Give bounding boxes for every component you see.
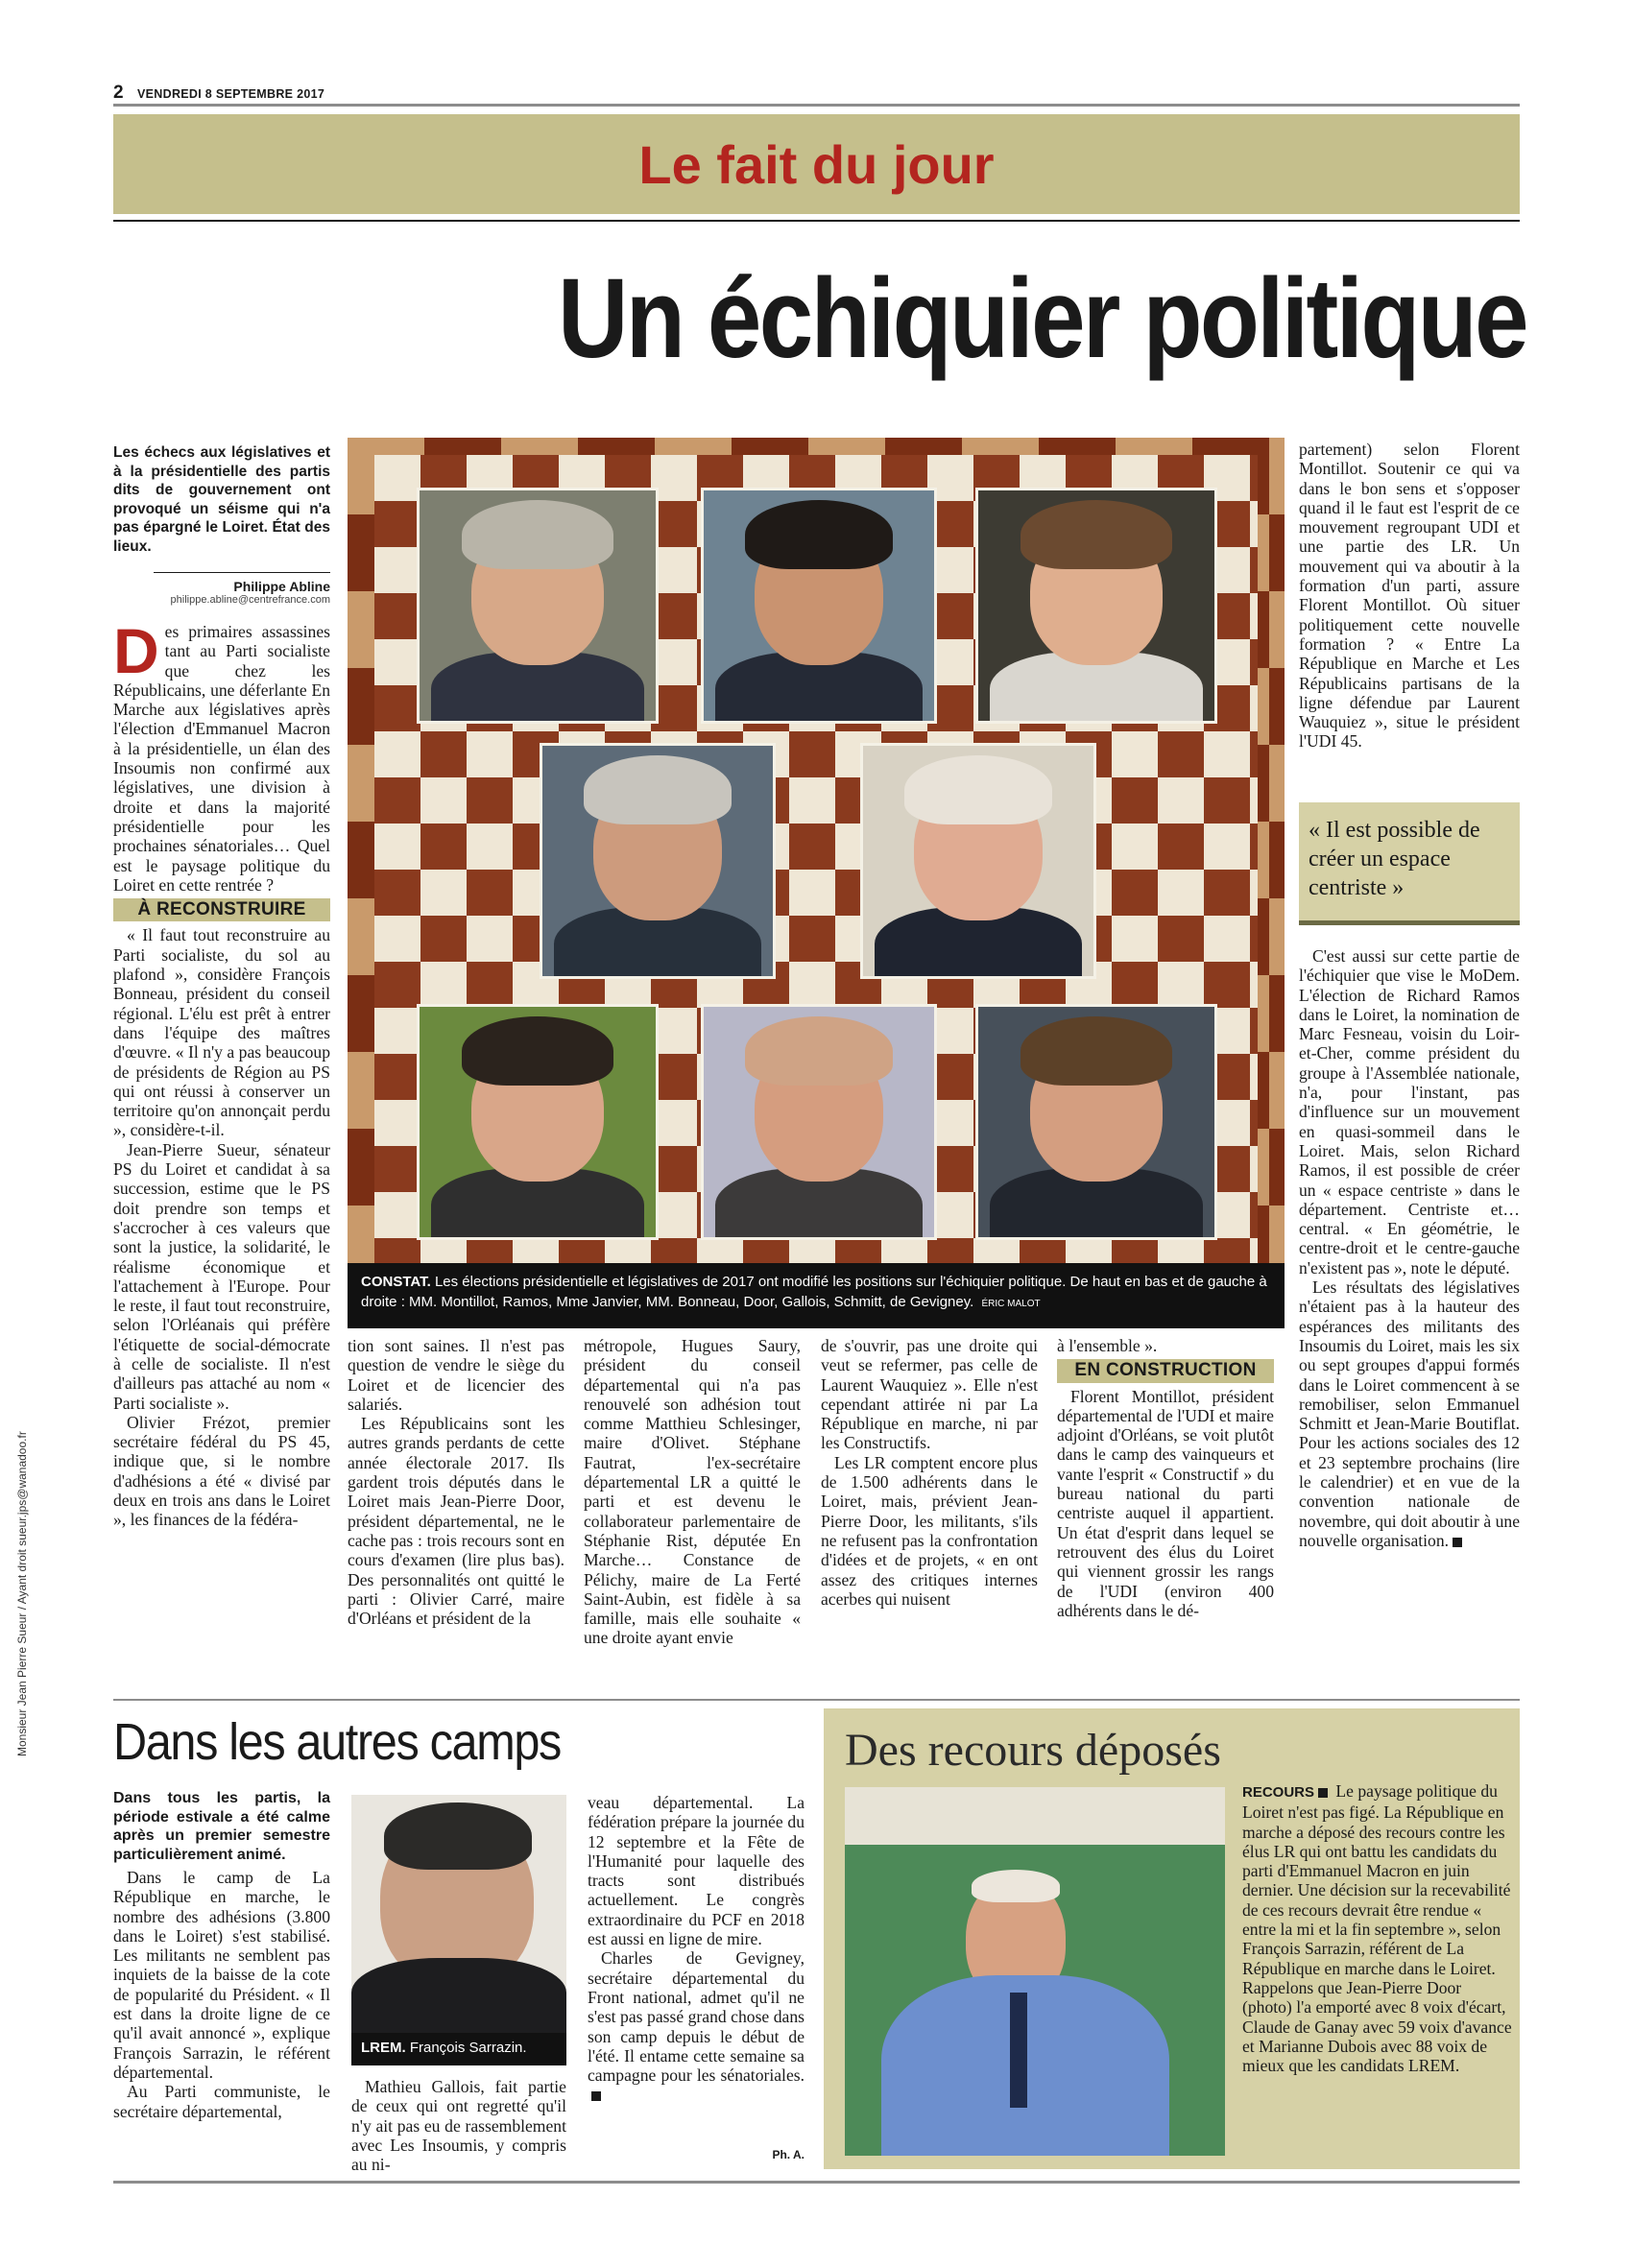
right-col-para-3: Les résultats des législatives n'étaient pas à la hauteur des espérances des militants des Insoumis du Loiret, mais les six ou sept groupes d'appui formés dans le Loiret commencent à se remobiliser, selon Emmanuel Schmitt et Jean-Marie Boutiflat. Pour les actions sociales des 12 et 23 septembre prochains (lire le calendrier) et en vue de la convention nationale de novembre, qui doit aboutir à une nouvelle organisation. bbox=[1299, 1277, 1520, 1550]
chapeau: Les échecs aux législatives et à la présidentielle des partis dits de gouvernement ont provoqué un séisme qui n'a pas épargné le Loiret. État des lieux. bbox=[113, 444, 330, 555]
footer-rule bbox=[113, 2181, 1520, 2184]
end-mark-icon bbox=[1453, 1538, 1462, 1547]
rubric-band bbox=[113, 114, 1520, 214]
right-col-para-2: C'est aussi sur cette partie de l'échiquier que vise le MoDem. L'élection de Richard Ramos dans le Loiret, la nomination de Marc Fesneau, voisin du Loir-et-Cher, comme président du groupe à l'Assemblée nationale, n'a, pour l'instant, pas d'influence sur un mouvement en quasi-sommeil dans le Loiret. Mais, selon Richard Ramos, il est possible de créer un « espace centriste » dans le département. Centriste et… central. « En géométrie, le centre-droit et le centre-gauche n'existent pas », note le député. bbox=[1299, 946, 1520, 1277]
box2-label: RECOURS bbox=[1242, 1784, 1315, 1801]
page-number: 2 bbox=[113, 83, 124, 103]
col1-para-3: Olivier Frézot, premier secrétaire fédéral du PS 45, indique que, si le nombre d'adhésions a été « divisé par deux en trois ans dans le Loiret », les finances de la fédéra- bbox=[113, 1412, 330, 1530]
box1-end-mark-icon bbox=[591, 2091, 601, 2101]
main-photo bbox=[348, 438, 1285, 1263]
portrait-schmitt bbox=[701, 1004, 937, 1240]
article-right-col bbox=[1299, 440, 1520, 752]
article-right-col-2 bbox=[1299, 946, 1520, 1550]
box1-caption-label: LREM. bbox=[361, 2040, 406, 2056]
box2-label-mark-icon bbox=[1318, 1788, 1328, 1798]
box1-col3 bbox=[588, 1793, 804, 2105]
article-intro-text: es primaires assassines tant au Parti socialiste que chez les Républicains, une déferlante En Marche aux législatives après l'élection d'Emmanuel Macron à la présidentielle, un élan des Insoumis non confirmé aux législatives, une division à droite et dans la majorité présidentielle pour les prochaines sénatoriales… Quel est le paysage politique du Loiret en cette rentrée ? bbox=[113, 622, 330, 895]
boxes-rule bbox=[113, 1699, 1520, 1701]
box1-col1-para-2: Au Parti communiste, le secrétaire départemental, bbox=[113, 2082, 330, 2121]
box1-col3-para-2: Charles de Gevigney, secrétaire départemental du Front national, admet qu'il ne s'est pas passé grand chose dans son camp depuis le début de l'été. Il entame cette semaine sa campagne pour les sénatoriales. bbox=[588, 1948, 804, 2104]
box1-col3-para-1: veau départemental. La fédération prépare la journée du 12 septembre et la Fête de l'Humanité pour laquelle des tracts sont distribués actuellement. Le congrès extraordinaire du PCF en 2018 est aussi en ligne de mire. bbox=[588, 1793, 804, 1949]
col3-para-1: métropole, Hugues Saury, président du conseil départemental qui n'a pas renouvelé son adhésion tout comme Matthieu Schlesinger, maire d'Olivet. Stéphane Fautrat, l'ex-secrétaire départemental LR a quitté le parti et est devenu le collaborateur parlementaire de Stéphanie Rist, députée En Marche… Constance de Pélichy, maire de La Ferté Saint-Aubin, est fidèle à sa famille, mais elle souhaite « une droite ayant envie bbox=[584, 1336, 801, 1648]
box1-photo-caption bbox=[351, 2033, 566, 2065]
article-col2 bbox=[348, 1336, 564, 1628]
portrait-ramos bbox=[701, 488, 937, 724]
col4-para-2: Les LR comptent encore plus de 1.500 adhérents dans le Loiret, mais, prévient Jean-Pierre Door, les militants, s'ils ne refusent pas la confrontation d'idées et de projets, « en ont assez des critiques internes acerbes qui nuisent bbox=[821, 1452, 1038, 1609]
portrait-montillot bbox=[417, 488, 659, 724]
portrait-bonneau bbox=[540, 743, 776, 979]
box1-caption-name: François Sarrazin. bbox=[409, 2040, 527, 2056]
box1-col2-para-1: Mathieu Gallois, fait partie de ceux qui ont regretté qu'il n'y ait pas eu de rassemblement avec Les Insoumis, y compris au ni- bbox=[351, 2077, 566, 2175]
byline-author: Philippe Abline bbox=[233, 579, 330, 594]
article-col3 bbox=[584, 1336, 801, 1648]
box2-photo bbox=[845, 1787, 1225, 2156]
portrait-gallois bbox=[417, 1004, 659, 1240]
col2-para-1: tion sont saines. Il n'est pas question de vendre le siège du Loiret et de licencier des salariés. bbox=[348, 1336, 564, 1414]
page-date: VENDREDI 8 SEPTEMBRE 2017 bbox=[137, 87, 325, 101]
byline-email: philippe.abline@centrefrance.com bbox=[170, 594, 330, 606]
box2-title: Des recours déposés bbox=[845, 1725, 1221, 1776]
box1-signature: Ph. A. bbox=[772, 2148, 804, 2161]
rubric-rule bbox=[113, 220, 1520, 222]
portrait-door bbox=[860, 743, 1096, 979]
main-photo-caption bbox=[348, 1263, 1285, 1328]
box1-col1 bbox=[113, 1868, 330, 2121]
photo-credit: ÉRIC MALOT bbox=[981, 1299, 1041, 1309]
header-rule bbox=[113, 104, 1520, 107]
pullquote: « Il est possible de créer un espace centriste » bbox=[1309, 818, 1480, 900]
col5-para-1: à l'ensemble ». bbox=[1057, 1336, 1158, 1355]
col1-para-1: « Il faut tout reconstruire au Parti socialiste, du sol au plafond », considère François Bonneau, président du conseil régional. L'élu est prêt à entrer dans l'équipe des maîtres d'œuvre. « Il n'y a pas beaucoup de présidents de Région au PS qui ont réussi à conserver un territoire qu'on annonçait perdu », considère-t-il. bbox=[113, 925, 330, 1140]
box1-photo bbox=[351, 1795, 566, 2033]
section-heading-construction: EN CONSTRUCTION bbox=[1057, 1359, 1274, 1382]
rubric-title: Le fait du jour bbox=[638, 134, 995, 195]
portrait-de-gevigney bbox=[975, 1004, 1217, 1240]
dropcap: D bbox=[113, 615, 159, 686]
col1-para-2: Jean-Pierre Sueur, sénateur PS du Loiret et candidat à sa succession, estime que le PS doit prendre son temps et s'accrocher à ces valeurs que sont la justice, la solidarité, le réalisme économique et l'attachement à l'Europe. Pour le reste, il faut tout reconstruire, selon l'Orléanais qui préfère l'étiquette de social-démocrate à celle de socialiste. Il n'est d'ailleurs pas attaché au nom « Parti socialiste ». bbox=[113, 1139, 330, 1413]
article-col4 bbox=[821, 1336, 1038, 1609]
box1-col2 bbox=[351, 2077, 566, 2174]
caption-text: Les élections présidentielle et législatives de 2017 ont modifié les positions sur l'échiquier politique. De haut en bas et de gauche à droite : MM. Montillot, Ramos, Mme Janvier, MM. Bonneau, Door, Gallois, Schmitt, de Gevigney. bbox=[361, 1274, 1267, 1310]
headline: Un échiquier politique bbox=[558, 255, 1526, 382]
col5-para-2: Florent Montillot, président départemental de l'UDI et maire adjoint d'Orléans, se voit plutôt dans le camp des vainqueurs et vante l'esprit « Constructif » du bureau national du parti centriste auquel il appartient. Un état d'esprit dans lequel se retrouvent des élus du Loiret qui viennent grossir les rangs de l'UDI (environ 400 adhérents dans le dé- bbox=[1057, 1386, 1274, 1620]
box2-text bbox=[1242, 1781, 1513, 2075]
vertical-credit: Monsieur Jean Pierre Sueur / Ayant droit sueur.jps@wanadoo.fr bbox=[15, 1431, 29, 1756]
portrait-janvier bbox=[975, 488, 1217, 724]
box1-title: Dans les autres camps bbox=[113, 1713, 561, 1771]
article-col5 bbox=[1057, 1336, 1274, 1620]
article-col1 bbox=[113, 615, 330, 1530]
page-header bbox=[113, 83, 1520, 104]
col4-para-1: de s'ouvrir, pas une droite qui veut se refermer, pas celle de Laurent Wauquiez ». Elle n'est cependant attirée ni par La République en marche, ni par les Constructifs. bbox=[821, 1336, 1038, 1453]
byline-rule bbox=[154, 572, 330, 573]
article-intro bbox=[113, 615, 330, 895]
box1-lead: Dans tous les partis, la période estivale a été calme après un premier semestre particulièrement animé. bbox=[113, 1790, 330, 1863]
col2-para-2: Les Républicains sont les autres grands perdants de cette année électorale 2017. Ils gardent trois députés dans le Loiret mais Jean-Pierre Door, président départemental, ne le cache pas : trois recours sont en cours d'examen (lire plus bas). Des personnalités ont quitté le parti : Olivier Carré, maire d'Orléans et président de la bbox=[348, 1414, 564, 1629]
caption-label: CONSTAT. bbox=[361, 1274, 431, 1290]
box2-body: Le paysage politique du Loiret n'est pas figé. La République en marche a déposé des recours contre les élus LR qui ont battu les candidats du parti d'Emmanuel Macron en juin dernier. Une décision sur la recevabilité de ces recours devrait être rendue « entre la mi et la fin septembre », selon François Sarrazin, référent de La République en marche dans le Loiret. Rappelons que Jean-Pierre Door (photo) l'a emporté avec 8 voix d'écart, Claude de Ganay avec 59 voix d'avance et Marianne Dubois avec 88 voix de mieux que les candidats LREM. bbox=[1242, 1781, 1512, 2076]
byline bbox=[154, 579, 330, 606]
section-heading-reconstruire: À RECONSTRUIRE bbox=[113, 898, 330, 921]
pullquote-box bbox=[1299, 802, 1520, 925]
box1-col1-para-1: Dans le camp de La République en marche, le nombre des adhésions (3.800 dans le Loiret) s'est stabilisé. Les militants ne semblent pas inquiets de la baisse de la cote de popularité du Président. « Il est dans la droite ligne de ce qu'il avait annoncé », explique François Sarrazin, le référent départemental. bbox=[113, 1868, 330, 2082]
right-col-para-1: partement) selon Florent Montillot. Soutenir ce qui va dans le bon sens et s'opposer quand il le faut est l'esprit de ce mouvement regroupant UDI et une partie des LR. Un mouvement qui va aboutir à la formation d'un parti, assure Florent Montillot. Où situer politiquement cette nouvelle formation ? « Entre La République en Marche et Les Républicains partisans de la ligne défendue par Laurent Wauquiez », situe le président l'UDI 45. bbox=[1299, 440, 1520, 752]
